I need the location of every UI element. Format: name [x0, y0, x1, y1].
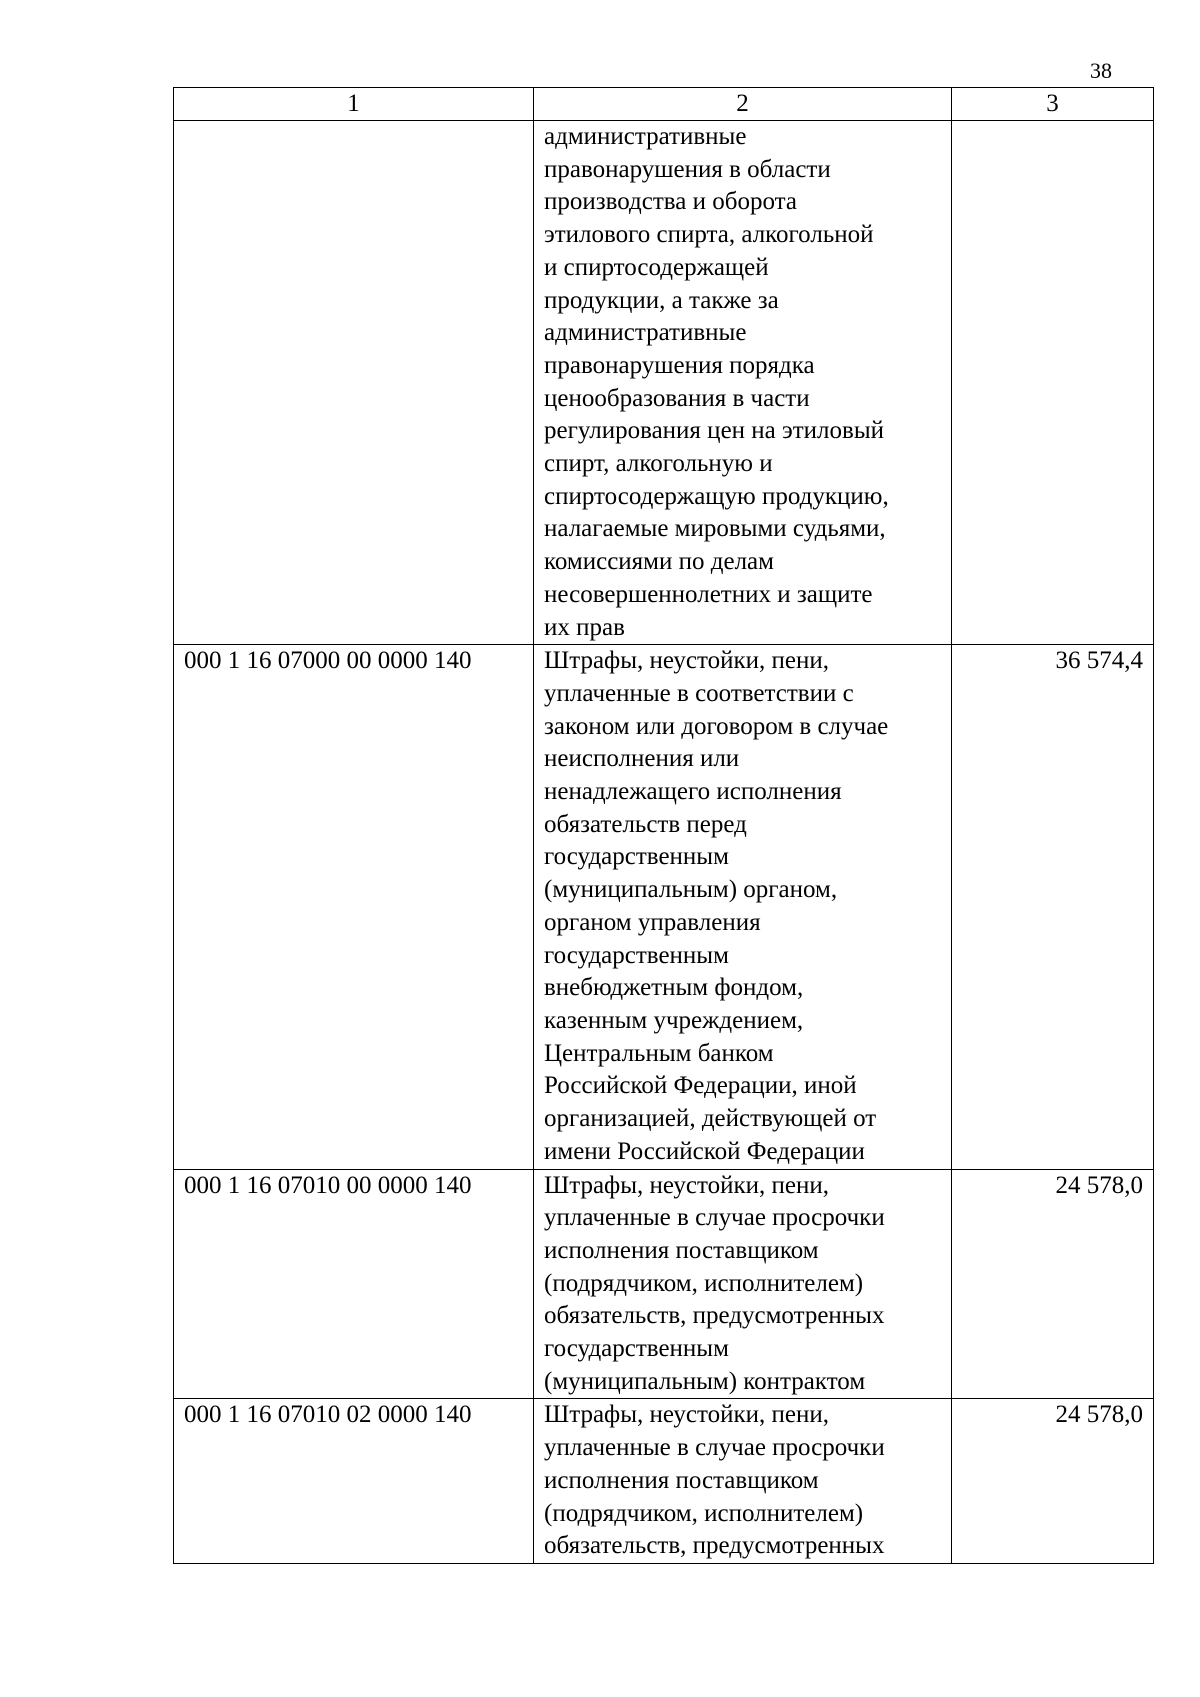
description-line: государственным — [544, 941, 729, 969]
description-line: организацией, действующей от — [544, 1105, 877, 1133]
description-line: Штрафы, неустойки, пени, — [544, 1401, 829, 1429]
description-line: уплаченные в соответствии с — [544, 679, 854, 707]
table-header — [174, 88, 1154, 121]
description-line: уплаченные в случае просрочки — [544, 1204, 885, 1232]
description-line: (муниципальным) органом, — [544, 876, 838, 904]
revenue-amount: 24 578,0 — [952, 1169, 1154, 1399]
table-row — [174, 1399, 1154, 1564]
revenue-amount: 36 574,4 — [952, 645, 1154, 1169]
revenue-code: 000 1 16 07010 00 0000 140 — [174, 1169, 534, 1399]
description-line: казенным учреждением, — [544, 1006, 804, 1034]
description-line: обязательств, предусмотренных — [544, 1302, 885, 1330]
column-header-code: 1 — [174, 88, 534, 121]
description-line: административные — [544, 319, 747, 347]
description-line: (муниципальным) контрактом — [544, 1367, 866, 1395]
description-line: продукции, а также за — [544, 286, 779, 314]
description-line: органом управления — [544, 908, 761, 936]
description-line: спиртосодержащую продукцию, — [544, 482, 889, 510]
description-line: их прав — [544, 613, 625, 641]
revenue-description — [534, 1169, 952, 1399]
description-line: ненадлежащего исполнения — [544, 778, 842, 806]
revenue-description — [534, 1399, 952, 1564]
description-line: этилового спирта, алкогольной — [544, 221, 874, 249]
revenue-code: 000 1 16 07010 02 0000 140 — [174, 1399, 534, 1564]
description-line: производства и оборота — [544, 188, 797, 216]
description-line: обязательств перед — [544, 810, 747, 838]
revenue-code — [174, 121, 534, 645]
table-row — [174, 1169, 1154, 1399]
description-line: комиссиями по делам — [544, 548, 774, 576]
description-line: Штрафы, неустойки, пени, — [544, 647, 829, 675]
revenue-code: 000 1 16 07000 00 0000 140 — [174, 645, 534, 1169]
revenue-amount — [952, 121, 1154, 645]
header-row — [174, 88, 1154, 121]
description-line: неисполнения или — [544, 745, 740, 773]
column-header-description: 2 — [534, 88, 952, 121]
table-row — [174, 121, 1154, 645]
description-line: уплаченные в случае просрочки — [544, 1434, 885, 1462]
description-line: исполнения поставщиком — [544, 1236, 819, 1264]
description-line: законом или договором в случае — [544, 712, 889, 740]
description-line: (подрядчиком, исполнителем) — [544, 1499, 864, 1527]
page-number: 38 — [1090, 58, 1112, 83]
description-line: государственным — [544, 843, 729, 871]
description-line: ценообразования в части — [544, 384, 810, 412]
column-header-amount: 3 — [952, 88, 1154, 121]
description-line: несовершеннолетних и защите — [544, 580, 873, 608]
description-line: внебюджетным фондом, — [544, 974, 804, 1002]
description-line: и спиртосодержащей — [544, 253, 769, 281]
description-line: правонарушения в области — [544, 155, 831, 183]
description-line: налагаемые мировыми судьями, — [544, 515, 886, 543]
description-line: правонарушения порядка — [544, 351, 815, 379]
description-line: Штрафы, неустойки, пени, — [544, 1171, 829, 1199]
description-line: административные — [544, 123, 747, 150]
description-line: регулирования цен на этиловый — [544, 417, 885, 445]
revenue-amount: 24 578,0 — [952, 1399, 1154, 1564]
description-line: (подрядчиком, исполнителем) — [544, 1269, 864, 1297]
table-row — [174, 645, 1154, 1169]
table-body — [174, 121, 1154, 1564]
revenue-description — [534, 645, 952, 1169]
revenue-description — [534, 121, 952, 645]
description-line: государственным — [544, 1335, 729, 1363]
revenue-table — [173, 87, 1154, 1564]
description-line: обязательств, предусмотренных — [544, 1532, 885, 1560]
description-line: имени Российской Федерации — [544, 1137, 865, 1165]
description-line: Центральным банком — [544, 1039, 774, 1067]
description-line: исполнения поставщиком — [544, 1466, 819, 1494]
description-line: Российской Федерации, иной — [544, 1072, 857, 1100]
description-line: спирт, алкогольную и — [544, 450, 773, 478]
